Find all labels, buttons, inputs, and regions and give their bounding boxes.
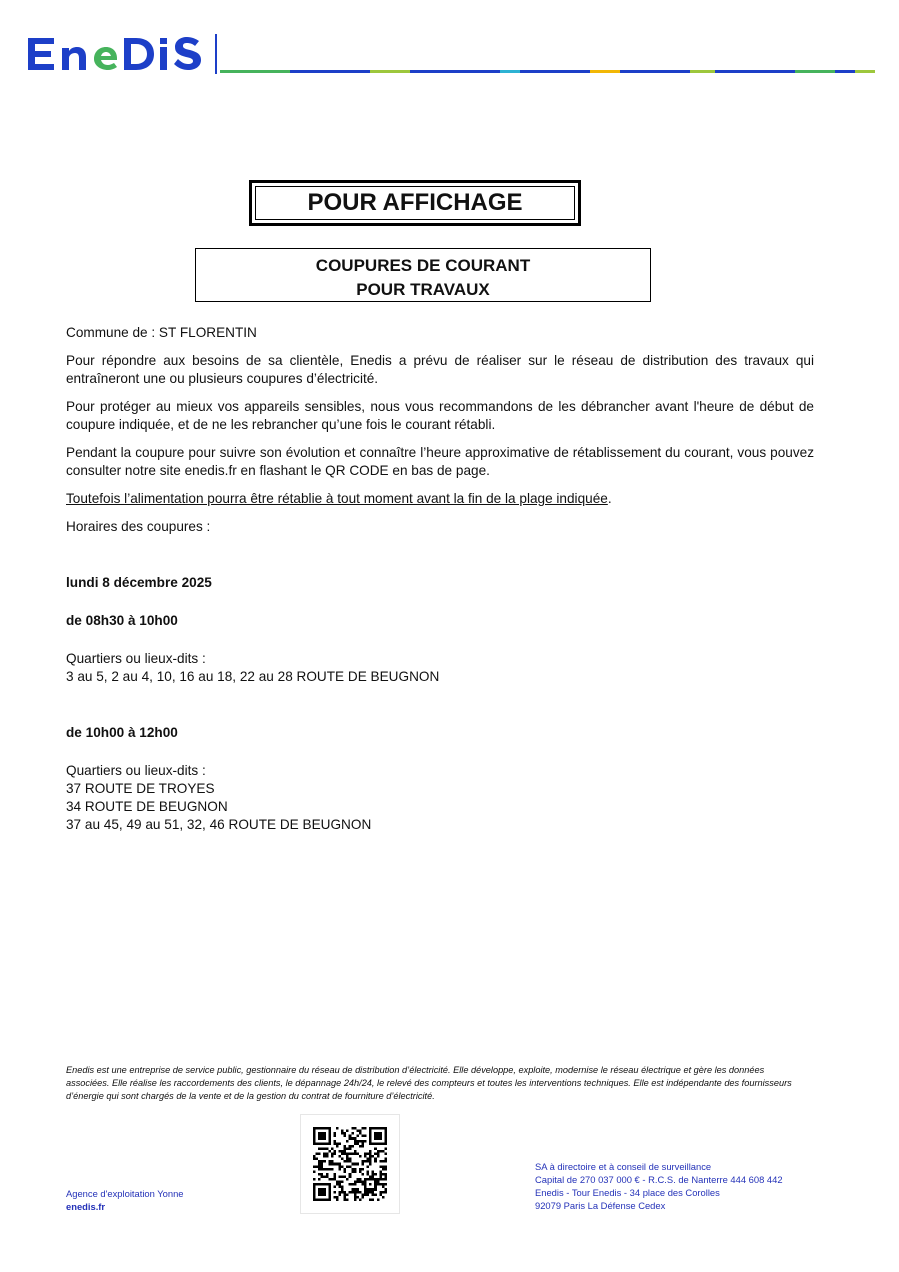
enedis-logo (24, 30, 219, 76)
enedis-logo-icon (24, 30, 219, 76)
header-line-segment (715, 70, 795, 73)
notice-subtitle-line2: POUR TRAVAUX (356, 280, 490, 299)
header-line-segment (590, 70, 620, 73)
header-line-segment (410, 70, 500, 73)
header-line-segment (835, 70, 855, 73)
company-line: Capital de 270 037 000 € - R.C.S. de Nanterre 444 608 442 (535, 1174, 783, 1185)
header-line-segment (690, 70, 715, 73)
advice-paragraph: Pour protéger au mieux vos appareils sensibles, nous vous recommandons de les débrancher avant l'heure de début de coupure indiquée, et de ne les rebrancher qu’une fois le courant rétabli. (66, 399, 814, 432)
agency-site-link[interactable]: enedis.fr (66, 1201, 106, 1212)
header-line-segment (500, 70, 520, 73)
notice-body (66, 324, 814, 834)
agency-block (66, 1187, 184, 1213)
header-line-segment (290, 70, 370, 73)
restoration-notice-text: Toutefois l’alimentation pourra être rétablie à tout moment avant la fin de la plage indiquée (66, 491, 608, 506)
qr-info-paragraph: Pendant la coupure pour suivre son évolution et connaître l’heure approximative de rétablissement du courant, vous pouvez consulter notre site enedis.fr en flashant le QR CODE en bas de page. (66, 445, 814, 478)
slot-time: de 10h00 à 12h00 (66, 725, 178, 740)
slot-place: 3 au 5, 2 au 4, 10, 16 au 18, 22 au 28 ROUTE DE BEUGNON (66, 669, 440, 684)
header-color-line (220, 70, 875, 73)
agency-name: Agence d'exploitation Yonne (66, 1188, 184, 1199)
footer-legal-note: Enedis est une entreprise de service public, gestionnaire du réseau de distribution d’électricité. Elle développe, exploite, modernise le réseau électrique et gère les données associées. Elle réalise les raccordements des clients, le dépannage 24h/24, le relevé des compteurs et toutes les interventions techniques. Elle est indépendante des fournisseurs d’énergie qui sont chargés de la vente et de la gestion du contrat de fourniture d’électricité. (66, 1065, 792, 1101)
qr-code-icon[interactable] (313, 1127, 387, 1201)
slot-place: 37 au 45, 49 au 51, 32, 46 ROUTE DE BEUGNON (66, 817, 372, 832)
restoration-notice-period: . (607, 491, 612, 506)
schedule-date: lundi 8 décembre 2025 (66, 575, 212, 590)
intro-paragraph: Pour répondre aux besoins de sa clientèle, Enedis a prévu de réaliser sur le réseau de distribution des travaux qui entraîneront une ou plusieurs coupures d’électricité. (66, 353, 814, 386)
schedule-label: Horaires des coupures : (66, 519, 211, 534)
notice-subtitle-line1: COUPURES DE COURANT (315, 256, 531, 275)
company-line: 92079 Paris La Défense Cedex (535, 1200, 666, 1211)
restoration-notice (66, 490, 814, 508)
header-line-segment (795, 70, 835, 73)
slot-places-label: Quartiers ou lieux-dits : (66, 651, 206, 666)
company-info (535, 1160, 783, 1212)
company-line: Enedis - Tour Enedis - 34 place des Corolles (535, 1187, 720, 1198)
header-line-segment (220, 70, 290, 73)
affichage-box (249, 180, 581, 226)
header-line-segment (520, 70, 590, 73)
commune-line: Commune de : ST FLORENTIN (66, 325, 257, 340)
logo-separator (215, 34, 217, 74)
slot-time: de 08h30 à 10h00 (66, 613, 178, 628)
company-line: SA à directoire et à conseil de surveillance (535, 1161, 712, 1172)
slot-places-label: Quartiers ou lieux-dits : (66, 763, 206, 778)
notice-title: POUR AFFICHAGE (307, 189, 523, 216)
slot-place: 37 ROUTE DE TROYES (66, 781, 215, 796)
qr-code[interactable] (300, 1114, 400, 1214)
affichage-inner-frame (255, 186, 575, 220)
header-line-segment (855, 70, 875, 73)
slot-place: 34 ROUTE DE BEUGNON (66, 799, 228, 814)
header-line-segment (370, 70, 410, 73)
coupures-box (195, 248, 651, 302)
header-line-segment (620, 70, 690, 73)
